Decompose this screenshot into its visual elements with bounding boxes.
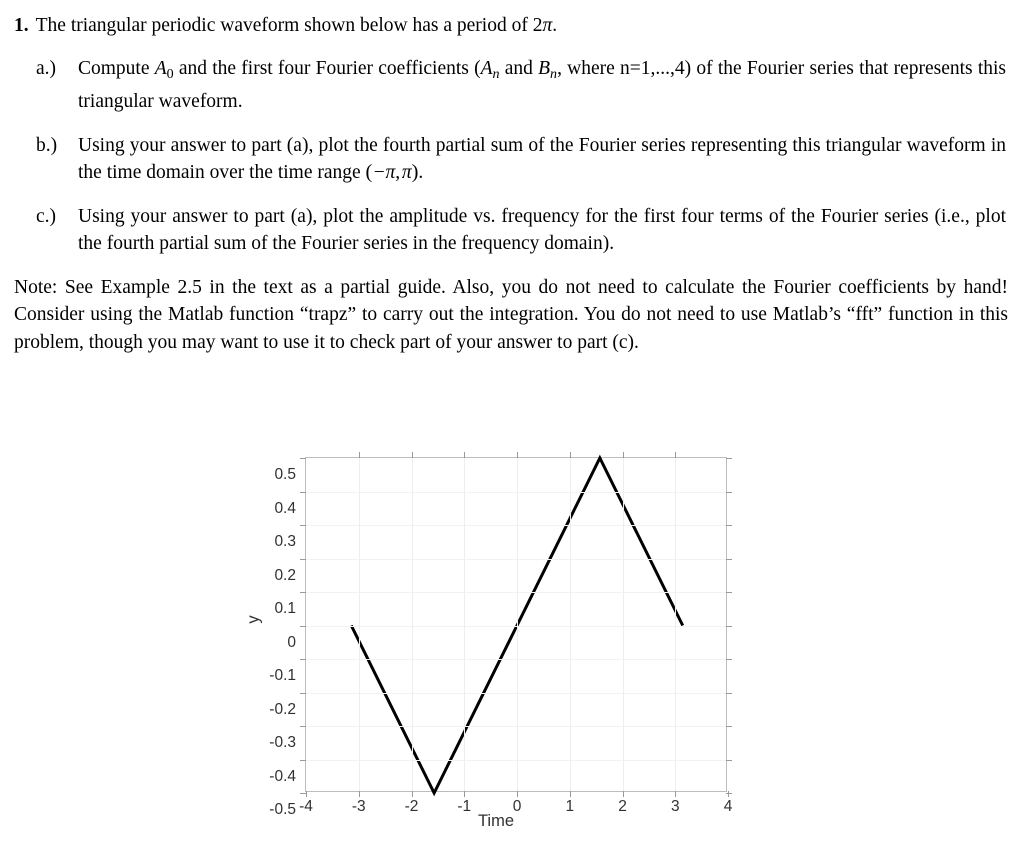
- y-axis-tick: [300, 726, 306, 727]
- y-axis-tick-right: [726, 458, 732, 459]
- x-axis-tick-top: [623, 452, 624, 458]
- y-axis-tick-right: [726, 626, 732, 627]
- y-axis-tick: [300, 659, 306, 660]
- question-number: 1.: [14, 15, 29, 36]
- x-axis-tick-label: -4: [299, 798, 313, 815]
- y-axis-tick-label: -0.2: [269, 700, 296, 718]
- y-axis-tick-right: [726, 492, 732, 493]
- part-c-label: c.): [36, 205, 57, 227]
- y-axis-tick-label: -0.3: [269, 734, 296, 751]
- gridline-vertical: [623, 458, 624, 791]
- gridline-horizontal: [306, 760, 726, 761]
- y-axis-tick-label: -0.1: [269, 667, 296, 684]
- y-axis-tick-label: -0.5: [269, 801, 296, 818]
- x-axis-tick: [306, 791, 307, 797]
- gridline-vertical: [675, 458, 676, 791]
- x-axis-tick: [623, 791, 624, 797]
- x-axis-tick-label: 1: [565, 798, 575, 815]
- part-c-text: Using your answer to part (a), plot the amplitude vs. frequency for the first four terms of the Fourier series (i.e., plot the fourth partial sum of the Fourier series in the frequency domain).: [78, 205, 1006, 255]
- x-axis-tick-top: [359, 452, 360, 458]
- y-axis-tick: [300, 760, 306, 761]
- y-axis-tick: [300, 525, 306, 526]
- gridline-vertical: [412, 458, 413, 791]
- y-axis-tick-label: 0.1: [274, 600, 296, 617]
- y-axis-tick-label: 0.5: [274, 466, 296, 483]
- x-axis-tick: [359, 791, 360, 797]
- waveform-figure: [236, 440, 756, 840]
- x-axis-tick-label: -3: [351, 798, 366, 815]
- y-axis-tick-right: [726, 592, 732, 593]
- x-axis-tick: [412, 791, 413, 797]
- part-a-text: Compute $A_0$ and the first four Fourier coefficients ($A_n$ and $B_n$, where n=1,...,4) of the Fourier series that represents this triangular waveform.: [78, 58, 1007, 113]
- gridline-horizontal: [306, 592, 726, 593]
- y-axis-tick-right: [726, 525, 732, 526]
- y-axis-tick-label: 0.2: [274, 566, 296, 584]
- x-axis-tick-label: 2: [618, 798, 627, 815]
- x-axis-tick: [675, 791, 676, 797]
- x-axis-tick-top: [570, 452, 571, 458]
- question-parts: [14, 55, 1010, 258]
- x-axis-tick-top: [675, 452, 676, 458]
- y-axis-tick-right: [726, 659, 732, 660]
- part-a: [36, 55, 1010, 116]
- x-axis-tick: [464, 791, 465, 797]
- gridline-horizontal: [306, 559, 726, 560]
- x-axis-tick: [728, 791, 729, 797]
- gridline-vertical: [359, 458, 360, 791]
- gridline-horizontal: [306, 726, 726, 727]
- part-c: [36, 203, 1010, 258]
- y-axis-tick: [300, 592, 306, 593]
- y-axis-label: y: [244, 615, 263, 624]
- part-b-label: b.): [36, 134, 58, 156]
- gridline-horizontal: [306, 492, 726, 493]
- x-axis-tick-label: -2: [404, 798, 419, 815]
- y-axis-tick: [300, 492, 306, 493]
- y-axis-tick-label: 0: [287, 633, 296, 651]
- y-axis-tick-right: [726, 726, 732, 727]
- y-axis-tick-label: 0.4: [274, 499, 296, 517]
- y-axis-tick: [300, 458, 306, 459]
- x-axis-tick-top: [412, 452, 413, 458]
- y-axis-tick-right: [726, 693, 732, 694]
- x-axis-tick-label: -1: [457, 798, 472, 815]
- y-axis-tick-right: [726, 760, 732, 761]
- gridline-horizontal: [306, 525, 726, 526]
- part-b-text: Using your answer to part (a), plot the fourth partial sum of the Fourier series representing this triangular waveform in the time domain over the time range (−π, π).: [78, 134, 1006, 184]
- gridline-horizontal: [306, 693, 726, 694]
- y-axis-tick-right: [726, 559, 732, 560]
- x-axis-tick: [570, 791, 571, 797]
- y-axis-tick: [300, 626, 306, 627]
- part-b: [36, 132, 1010, 187]
- question-1: [14, 12, 1010, 39]
- problem-statement: [14, 12, 1010, 356]
- gridline-horizontal: [306, 626, 726, 627]
- part-a-label: a.): [36, 58, 57, 79]
- gridline-horizontal: [306, 659, 726, 660]
- plot-axes: [269, 457, 733, 818]
- x-axis-tick-top: [464, 452, 465, 458]
- x-axis-tick-label: 0: [512, 798, 522, 815]
- x-axis-label: Time: [477, 812, 515, 830]
- y-axis-tick: [300, 693, 306, 694]
- gridline-vertical: [464, 458, 465, 791]
- y-axis-tick-label: 0.3: [274, 533, 296, 550]
- y-axis-tick-right: [726, 793, 732, 794]
- y-axis-tick: [300, 559, 306, 560]
- x-axis-tick-label: 4: [723, 798, 733, 815]
- question-text: The triangular periodic waveform shown below has a period of 2π.: [35, 15, 558, 36]
- x-axis-tick-top: [517, 452, 518, 458]
- note-paragraph: Note: See Example 2.5 in the text as a partial guide. Also, you do not need to calculate the Fourier coefficients by hand! Consider using the Matlab function “trapz” to carry out the integration. You do not need to use Matlab’s “fft” function in this problem, though you may want to use it to check part of your answer to part (c).: [14, 276, 1008, 353]
- y-axis-tick-label: -0.4: [269, 767, 296, 785]
- x-axis-tick-label: 3: [670, 798, 680, 815]
- gridline-vertical: [570, 458, 571, 791]
- x-axis-tick: [517, 791, 518, 797]
- gridline-vertical: [517, 458, 518, 791]
